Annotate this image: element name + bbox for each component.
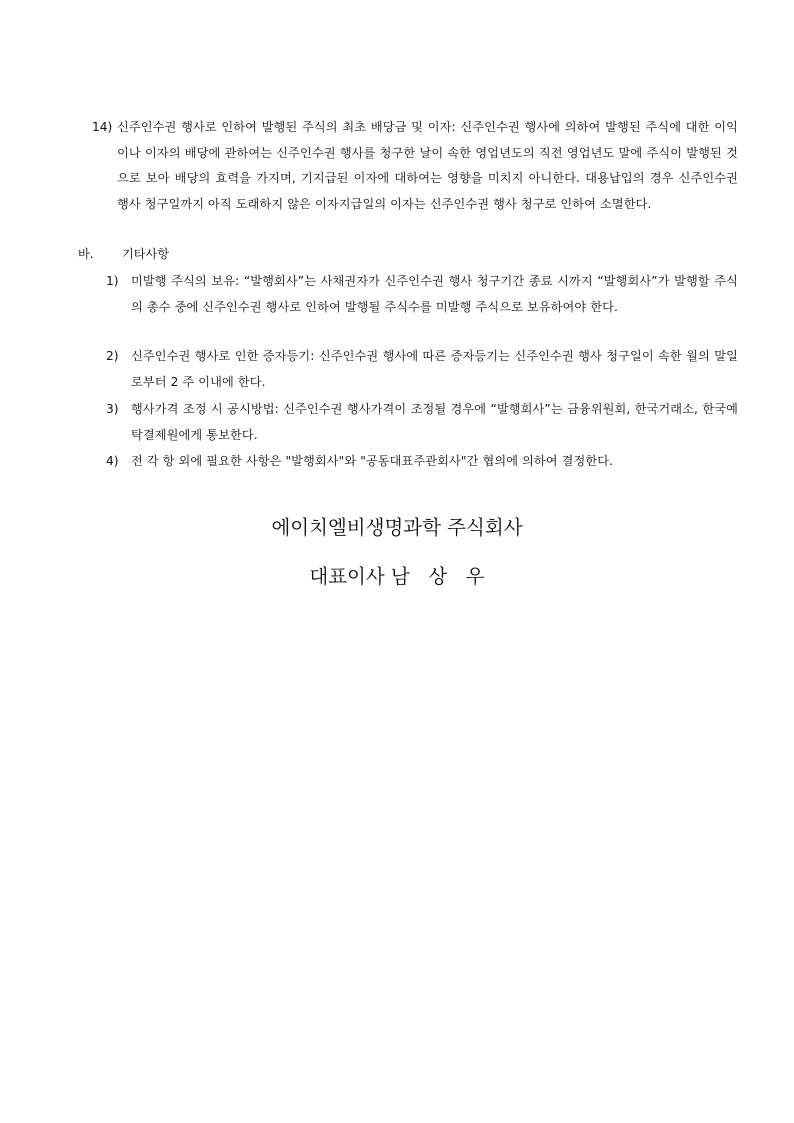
section-ba-title: 기타사항 xyxy=(122,247,170,261)
item-2-text: 신주인수권 행사로 인한 증자등기: 신주인수권 행사에 따른 증자등기는 신주인수권 행사 청구일이 속한 월의 말일로부터 2 주 이내에 한다. xyxy=(131,349,738,389)
item-4-text: 전 각 항 외에 필요한 사항은 "발행회사"와 "공동대표주관회사"간 협의에 의하여 결정한다. xyxy=(131,454,614,468)
item-14-text: 신주인수권 행사로 인하여 발행된 주식의 최초 배당금 및 이자: 신주인수권 행사에 의하여 발행된 주식에 대한 이익이나 이자의 배당에 관하여는 신주인수권 행사를 청구한 날이 속한 영업년도의 직전 영업년도 말에 주식이 발행된 것으로 보아 배당의 효력을 가지며, 기지급된 이자에 대하여는 영향을 미치지 아니한다. 대용납입의 경우 신주인수권 행사 청구일까지 아직 도래하지 않은 이자지급일의 이자는 신주인수권 행사 청구로 인하여 소멸한다. xyxy=(117,120,738,211)
section-ba-marker: 바. xyxy=(78,247,94,261)
item-3-number: 3) xyxy=(106,402,119,416)
item-1-number: 1) xyxy=(106,274,119,288)
item-1-text: 미발행 주식의 보유: “발행회사”는 사채권자가 신주인수권 행사 청구기간 종료 시까지 “발행회사”가 발행할 주식의 총수 중에 신주인수권 행사로 인하여 발행될 주식수를 미발행 주식으로 보유하여야 한다. xyxy=(131,274,738,314)
item-14-number: 14) xyxy=(92,120,113,134)
item-2-number: 2) xyxy=(106,349,119,363)
item-3-text: 행사가격 조정 시 공시방법: 신주인수권 행사가격이 조정될 경우에 “발행회사”는 금융위원회, 한국거래소, 한국예탁결제원에게 통보한다. xyxy=(131,402,738,442)
representative-name: 대표이사 남 상 우 xyxy=(309,565,485,588)
item-4-number: 4) xyxy=(106,454,119,468)
company-name: 에이치엘비생명과학 주식회사 xyxy=(271,516,523,539)
